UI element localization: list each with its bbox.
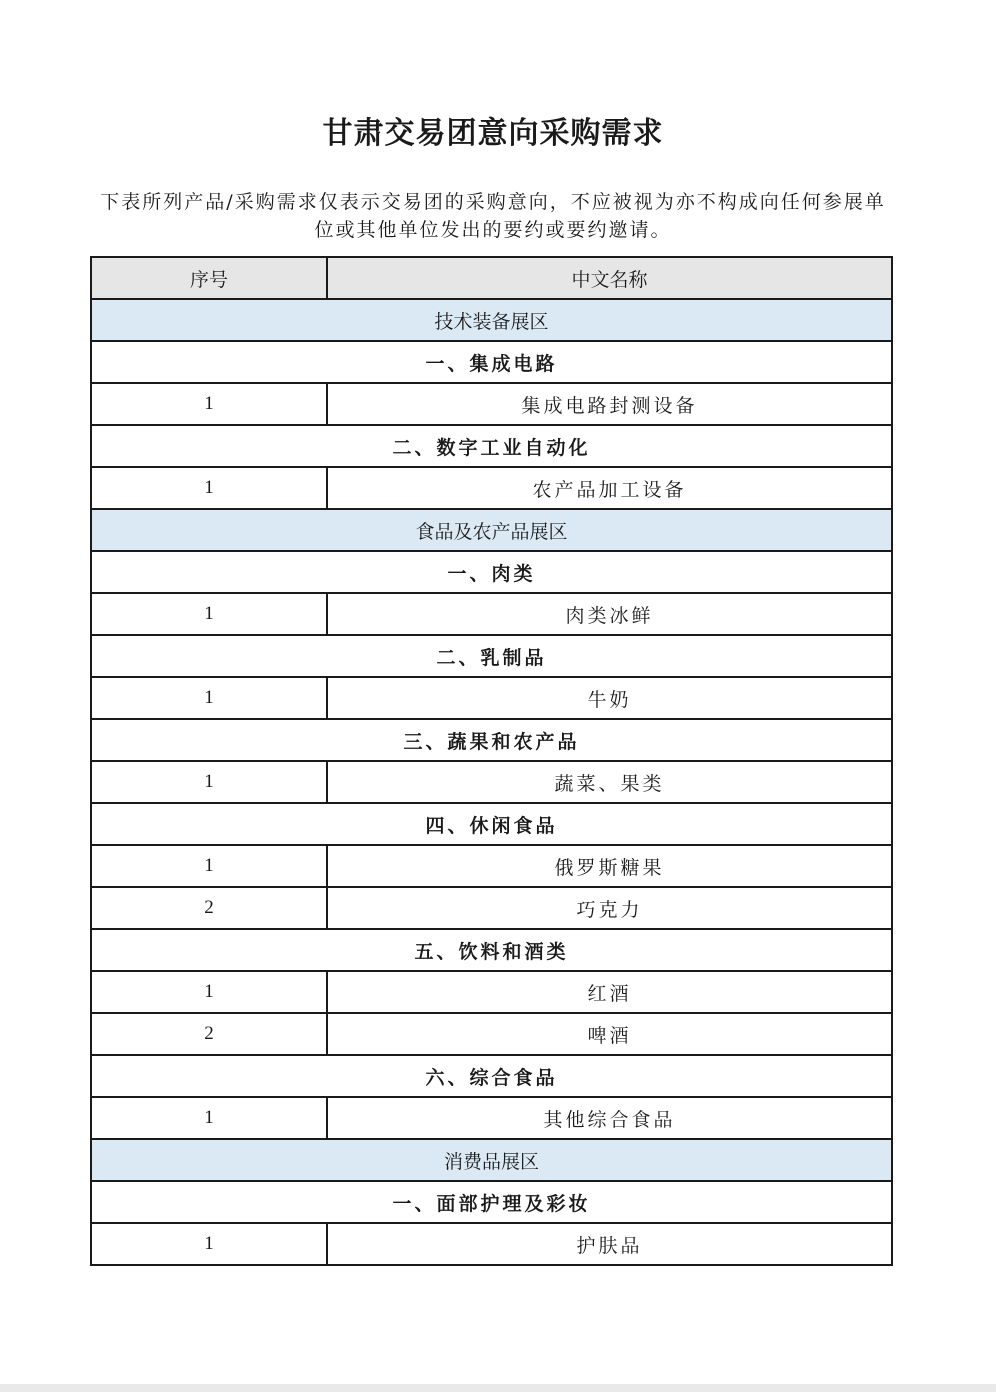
category-title: 二、数字工业自动化 — [91, 425, 892, 467]
zone-row — [91, 1139, 892, 1181]
category-title: 三、蔬果和农产品 — [91, 719, 892, 761]
table-row — [91, 887, 892, 929]
item-serial-number: 1 — [91, 1223, 327, 1265]
category-row — [91, 635, 892, 677]
item-name: 巧克力 — [327, 887, 892, 929]
item-serial-number: 1 — [91, 971, 327, 1013]
item-name: 护肤品 — [327, 1223, 892, 1265]
table-header-row — [91, 257, 892, 299]
category-title: 二、乳制品 — [91, 635, 892, 677]
item-serial-number: 2 — [91, 887, 327, 929]
table-row — [91, 383, 892, 425]
item-name: 红酒 — [327, 971, 892, 1013]
table-row — [91, 1013, 892, 1055]
table-row — [91, 845, 892, 887]
category-title: 六、综合食品 — [91, 1055, 892, 1097]
item-name: 俄罗斯糖果 — [327, 845, 892, 887]
table-row — [91, 761, 892, 803]
category-row — [91, 425, 892, 467]
zone-row — [91, 299, 892, 341]
page-bottom-edge — [0, 1384, 996, 1392]
item-serial-number: 1 — [91, 467, 327, 509]
item-serial-number: 1 — [91, 845, 327, 887]
table-row — [91, 971, 892, 1013]
table-row — [91, 593, 892, 635]
zone-title: 食品及农产品展区 — [91, 509, 892, 551]
zone-title: 技术装备展区 — [91, 299, 892, 341]
header-serial-number: 序号 — [91, 257, 327, 299]
category-title: 五、饮料和酒类 — [91, 929, 892, 971]
zone-row — [91, 509, 892, 551]
category-row — [91, 1181, 892, 1223]
category-title: 一、面部护理及彩妆 — [91, 1181, 892, 1223]
category-row — [91, 341, 892, 383]
item-serial-number: 1 — [91, 1097, 327, 1139]
item-name: 牛奶 — [327, 677, 892, 719]
item-name: 蔬菜、果类 — [327, 761, 892, 803]
category-row — [91, 929, 892, 971]
category-row — [91, 803, 892, 845]
header-chinese-name: 中文名称 — [327, 257, 892, 299]
zone-title: 消费品展区 — [91, 1139, 892, 1181]
category-row — [91, 551, 892, 593]
disclaimer-notice: 下表所列产品/采购需求仅表示交易团的采购意向，不应被视为亦不构成向任何参展单位或其他单位发出的要约或要约邀请。 — [100, 191, 886, 241]
item-serial-number: 1 — [91, 383, 327, 425]
table-row — [91, 677, 892, 719]
table-body — [91, 299, 892, 1265]
item-serial-number: 1 — [91, 761, 327, 803]
item-name: 啤酒 — [327, 1013, 892, 1055]
item-serial-number: 1 — [91, 593, 327, 635]
item-serial-number: 1 — [91, 677, 327, 719]
table-row — [91, 1223, 892, 1265]
table-row — [91, 467, 892, 509]
item-name: 集成电路封测设备 — [327, 383, 892, 425]
category-title: 一、肉类 — [91, 551, 892, 593]
category-row — [91, 719, 892, 761]
category-title: 四、休闲食品 — [91, 803, 892, 845]
category-row — [91, 1055, 892, 1097]
table-row — [91, 1097, 892, 1139]
procurement-table — [90, 256, 893, 1266]
page-title: 甘肃交易团意向采购需求 — [322, 116, 664, 151]
item-serial-number: 2 — [91, 1013, 327, 1055]
item-name: 农产品加工设备 — [327, 467, 892, 509]
category-title: 一、集成电路 — [91, 341, 892, 383]
item-name: 肉类冰鲜 — [327, 593, 892, 635]
item-name: 其他综合食品 — [327, 1097, 892, 1139]
